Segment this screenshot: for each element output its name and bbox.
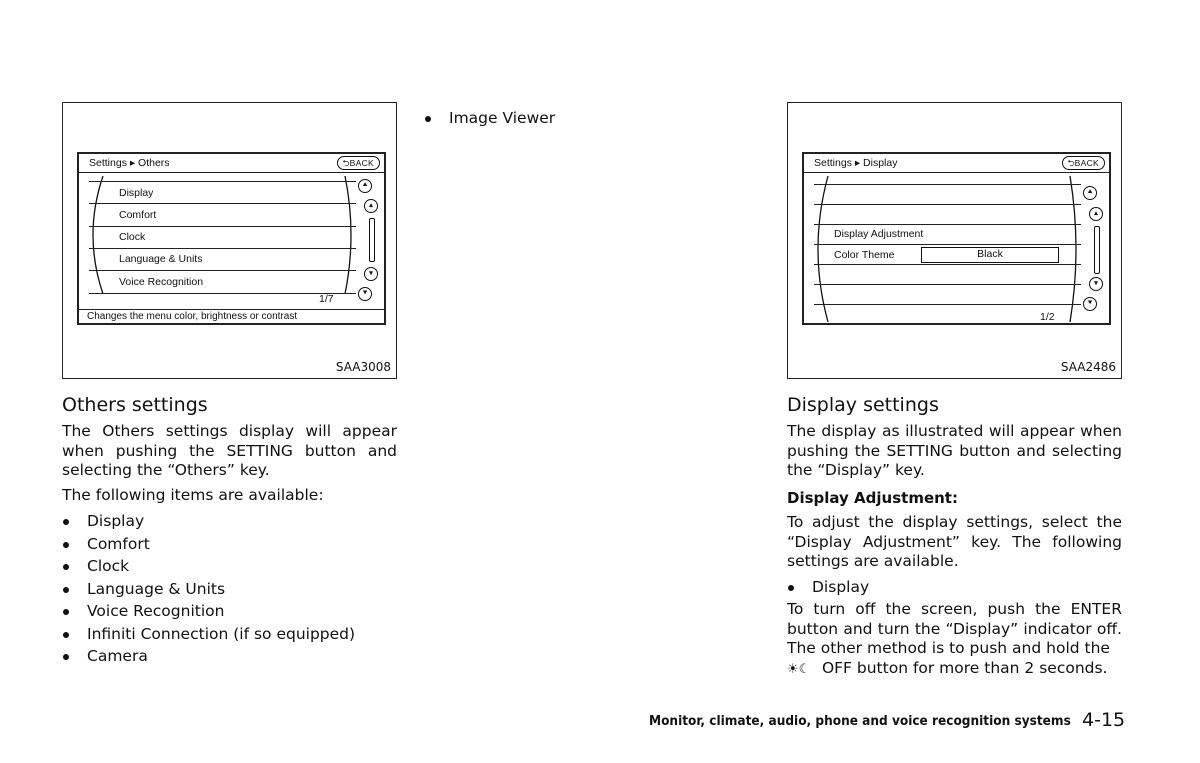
section-title-display: Display settings xyxy=(787,394,939,416)
scroll-up-icon[interactable]: ▴ xyxy=(1089,207,1103,221)
footer-text: Monitor, climate, audio, phone and voice recognition systems xyxy=(649,713,1071,729)
back-button[interactable]: ⮌BACK xyxy=(337,156,380,170)
others-screen xyxy=(77,152,386,325)
list-item: Infiniti Connection (if so equipped) xyxy=(62,623,397,646)
status-text: Changes the menu color, brightness or contrast xyxy=(87,311,298,322)
page-up-icon[interactable]: ⯅ xyxy=(1083,186,1097,200)
page-up-icon[interactable]: ⯅ xyxy=(358,179,372,193)
others-intro: The Others settings display will appear when pushing the SETTING button and selecting the “Others” key. xyxy=(62,422,397,479)
figure-code: SAA3008 xyxy=(335,360,391,374)
middle-items-list xyxy=(424,107,744,130)
scroll-down-icon[interactable]: ▾ xyxy=(364,267,378,281)
menu-item-language[interactable]: Language & Units xyxy=(119,253,203,265)
scrollbar[interactable] xyxy=(1094,226,1100,274)
turn-off-text-1: To turn off the screen, push the ENTER button and turn the “Display” indicator off. The other method is to push and hold the xyxy=(787,600,1122,657)
row-color-theme[interactable]: Color Theme xyxy=(834,249,895,261)
screen-header: Settings ▸ Others xyxy=(89,157,170,169)
brightness-icon: ☀☾ xyxy=(787,661,811,677)
scroll-up-icon[interactable]: ▴ xyxy=(364,199,378,213)
figure-code: SAA2486 xyxy=(1060,360,1116,374)
display-items-list xyxy=(787,576,1122,599)
curve-decoration xyxy=(81,174,105,296)
list-item: Image Viewer xyxy=(424,107,744,130)
list-item: Clock xyxy=(62,555,397,578)
display-settings-figure xyxy=(787,102,1122,379)
curve-decoration-right xyxy=(1068,174,1084,324)
turn-off-text xyxy=(787,600,1122,679)
scroll-down-icon[interactable]: ▾ xyxy=(1089,277,1103,291)
display-screen xyxy=(802,152,1111,325)
list-item: Voice Recognition xyxy=(62,600,397,623)
menu-item-display[interactable]: Display xyxy=(119,187,154,199)
page-indicator: 1/2 xyxy=(1040,311,1055,323)
page-indicator: 1/7 xyxy=(319,293,334,305)
display-intro: The display as illustrated will appear when pushing the SETTING button and selecting the “Display” key. xyxy=(787,422,1122,479)
display-adjust-text: To adjust the display settings, select the “Display Adjustment” key. The following settings are available. xyxy=(787,513,1122,570)
back-button[interactable]: ⮌BACK xyxy=(1062,156,1105,170)
menu-item-voice[interactable]: Voice Recognition xyxy=(119,276,204,288)
page-number: 4-15 xyxy=(1082,709,1126,731)
list-item: Comfort xyxy=(62,533,397,556)
color-theme-value[interactable]: Black xyxy=(921,247,1059,263)
page-down-icon[interactable]: ⯆ xyxy=(358,287,372,301)
list-item: Language & Units xyxy=(62,578,397,601)
row-display-adjustment[interactable]: Display Adjustment xyxy=(834,228,924,240)
turn-off-text-2: OFF button for more than 2 seconds. xyxy=(821,658,1108,677)
list-item: Display xyxy=(62,510,397,533)
page-down-icon[interactable]: ⯆ xyxy=(1083,297,1097,311)
others-items-list xyxy=(62,510,397,668)
curve-decoration-right xyxy=(343,174,359,296)
list-item: Camera xyxy=(62,645,397,668)
screen-header: Settings ▸ Display xyxy=(814,157,898,169)
section-title-others: Others settings xyxy=(62,394,208,416)
menu-item-comfort[interactable]: Comfort xyxy=(119,209,157,221)
others-following: The following items are available: xyxy=(62,486,324,504)
curve-decoration xyxy=(806,174,830,324)
others-settings-figure xyxy=(62,102,397,379)
scrollbar[interactable] xyxy=(369,218,375,262)
display-adjustment-heading: Display Adjustment: xyxy=(787,489,958,507)
menu-item-clock[interactable]: Clock xyxy=(119,231,146,243)
list-item: Display xyxy=(787,576,1122,599)
